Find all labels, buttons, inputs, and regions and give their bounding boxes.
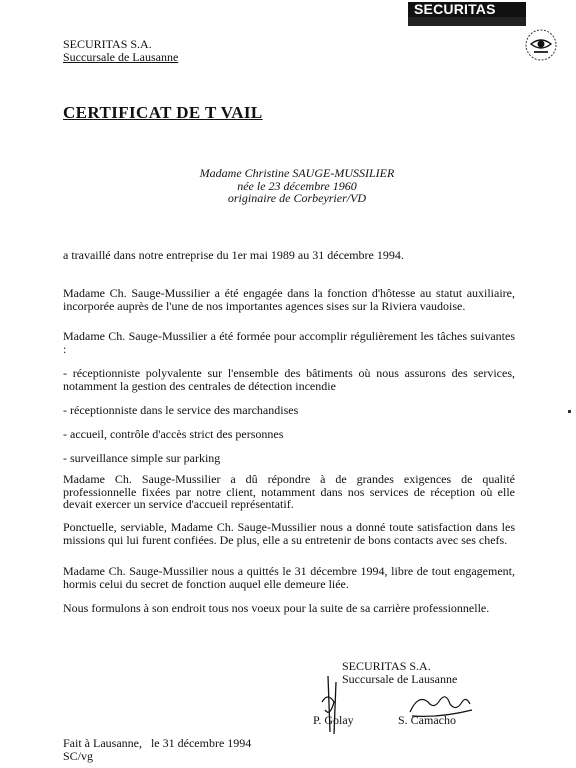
letterhead — [63, 38, 178, 64]
signer-golay: P. Golay — [313, 713, 354, 727]
securitas-logo: SECURITAS — [408, 2, 526, 17]
logo-bar — [408, 17, 526, 26]
person-origin: originaire de Corbeyrier/VD — [227, 191, 367, 205]
task-item: - accueil, contrôle d'accès strict des personnes — [63, 427, 284, 441]
paragraph-satisfaction: Ponctuelle, serviable, Madame Ch. Sauge-Mussilier nous a donné toute satisfaction dans les missions qui lui furent confiées. De plus, elle a su entretenir de bons contacts avec ses chefs. — [63, 520, 515, 547]
person-block — [150, 167, 444, 205]
place-and-date: Fait à Lausanne, le 31 décembre 1994 — [63, 736, 252, 750]
paragraph-departure: Madame Ch. Sauge-Mussilier nous a quittés le 31 décembre 1994, libre de tout engagement, hormis celui du secret de fonction auquel elle demeure liée. — [63, 564, 515, 591]
scan-mark — [568, 410, 571, 413]
task-item: - réceptionniste polyvalente sur l'ensemble des bâtiments où nous assurons des services, notamment la gestion des centrales de détection incendie — [63, 366, 515, 393]
paragraph-training: Madame Ch. Sauge-Mussilier a été formée pour accomplir régulièrement les tâches suivantes : — [63, 329, 515, 356]
company-name: SECURITAS S.A. — [63, 37, 152, 51]
paragraph-requirements: Madame Ch. Sauge-Mussilier a dû répondre à de grandes exigences de qualité professionnelle fixées par notre client, notamment dans nos services de réception où elle devait exercer un service d'accueil représentatif. — [63, 472, 515, 511]
handwritten-signatures — [300, 672, 480, 742]
task-item: - réceptionniste dans le service des marchandises — [63, 403, 299, 417]
signer-camacho: S. Camacho — [398, 713, 456, 727]
person-birth: née le 23 décembre 1960 — [237, 178, 357, 193]
paragraph-role: Madame Ch. Sauge-Mussilier a été engagée dans la fonction d'hôtesse au statut auxiliaire, incorporée auprès de l'une de nos importantes agences sises sur la Riviera vaudoise. — [63, 286, 515, 313]
task-item: - surveillance simple sur parking — [63, 451, 221, 465]
paragraph-wishes: Nous formulons à son endroit tous nos voeux pour la suite de sa carrière professionnelle. — [63, 601, 490, 615]
eye-seal-icon — [524, 28, 558, 62]
reference-initials: SC/vg — [63, 748, 94, 763]
person-name: Madame Christine SAUGE-MUSSILIER — [199, 166, 395, 180]
document-title: CERTIFICAT DE T VAIL — [63, 103, 263, 122]
signature-branch: Succursale de Lausanne — [342, 671, 458, 686]
paragraph-employment-period: a travaillé dans notre entreprise du 1er mai 1989 au 31 décembre 1994. — [63, 248, 404, 262]
signature-company: SECURITAS S.A. — [342, 659, 431, 673]
branch-name: Succursale de Lausanne — [63, 50, 179, 64]
footer — [63, 737, 251, 762]
